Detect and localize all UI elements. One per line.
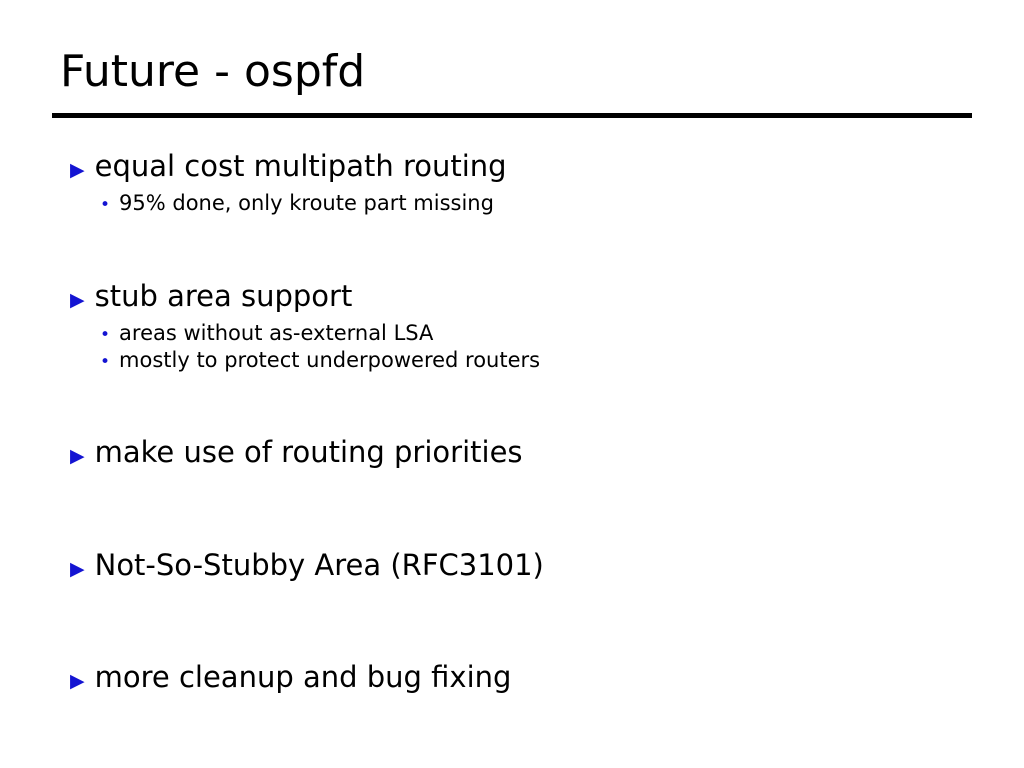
bullet-text: make use of routing priorities: [94, 435, 523, 470]
triangle-bullet-icon: ▶: [70, 159, 85, 181]
bullet-group: [70, 659, 990, 695]
bullet-item: [70, 278, 990, 314]
bullet-group: [70, 148, 990, 218]
triangle-bullet-icon: ▶: [70, 557, 85, 580]
sub-bullet-text: 95% done, only kroute part missing: [119, 191, 494, 216]
bullet-item: [70, 148, 990, 184]
sub-bullet-text: areas without as-external LSA: [119, 320, 434, 345]
spacer: [70, 240, 990, 278]
title-divider: [52, 113, 972, 118]
spacer: [70, 396, 990, 434]
sub-bullet-item: [100, 347, 990, 374]
dot-bullet-icon: •: [100, 352, 111, 373]
sub-bullet-item: [100, 190, 990, 217]
bullet-group: [70, 434, 990, 470]
bullet-group: [70, 547, 990, 583]
page-title: Future - ospfd: [60, 46, 366, 97]
bullet-text: equal cost multipath routing: [94, 149, 507, 183]
bullet-item: [70, 659, 990, 695]
spacer: [70, 605, 990, 659]
bullet-group: [70, 278, 990, 375]
triangle-bullet-icon: ▶: [70, 669, 85, 692]
sub-bullet-text: mostly to protect underpowered routers: [119, 348, 541, 373]
spacer: [70, 493, 990, 547]
bullet-text: more cleanup and bug fixing: [94, 659, 512, 694]
bullet-item: [70, 547, 990, 583]
sub-bullet-item: [100, 320, 990, 347]
bullet-text: Not-So-Stubby Area (RFC3101): [94, 547, 544, 582]
triangle-bullet-icon: ▶: [70, 445, 85, 468]
dot-bullet-icon: •: [100, 195, 111, 216]
dot-bullet-icon: •: [100, 324, 111, 345]
bullet-list: [70, 148, 990, 717]
bullet-item: [70, 434, 990, 470]
triangle-bullet-icon: ▶: [70, 288, 85, 311]
bullet-text: stub area support: [94, 278, 353, 313]
